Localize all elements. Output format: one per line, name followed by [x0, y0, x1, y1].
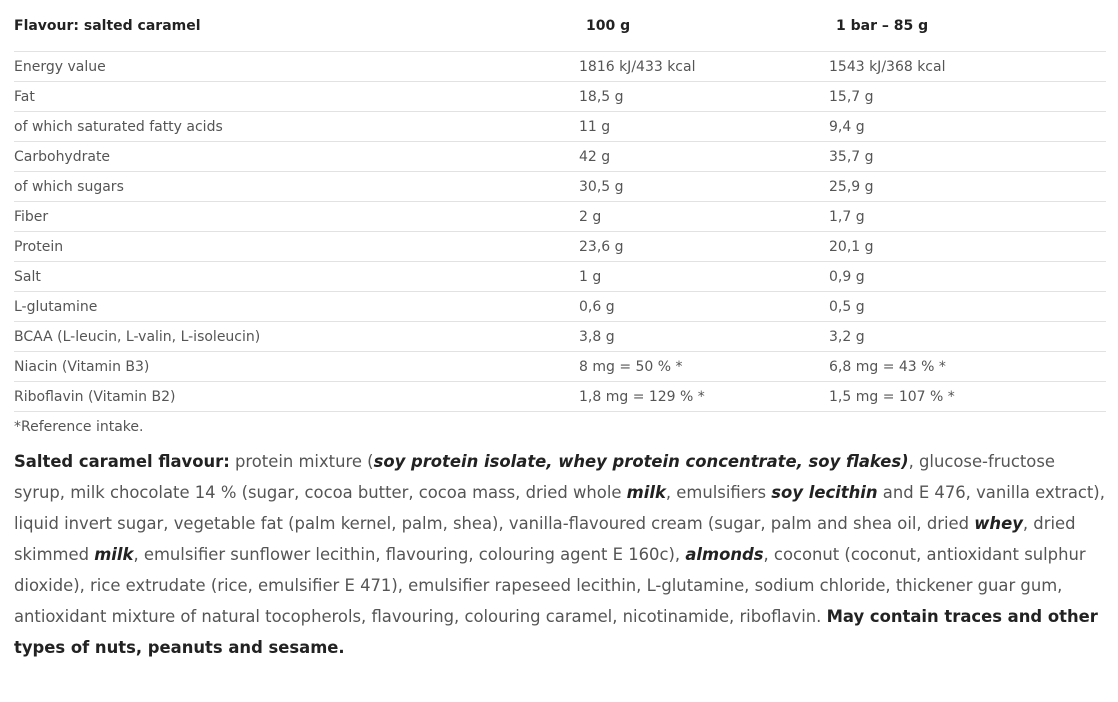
value-per-bar: 1,5 mg = 107 % *	[829, 382, 1106, 412]
nutrient-name: L-glutamine	[14, 292, 579, 322]
table-row	[14, 322, 1106, 352]
ingredient-text: , dried skimmed	[14, 514, 1076, 564]
ingredient-text: , coconut (coconut, antioxidant sulphur dioxide), rice extrudate (rice, emulsifier E 471), emulsifier rapeseed lecithin, L-glutamine, sodium chloride, thickener guar gum, antioxidant mixture of natural tocopherols, flavouring, colouring caramel, nicotinamide, riboflavin.	[14, 545, 1086, 626]
nutrient-name: Fiber	[14, 202, 579, 232]
value-per-100g: 8 mg = 50 % *	[579, 352, 829, 382]
table-row	[14, 382, 1106, 412]
nutrient-name: Energy value	[14, 52, 579, 82]
value-per-bar: 0,9 g	[829, 262, 1106, 292]
nutrient-name: BCAA (L-leucin, L-valin, L-isoleucin)	[14, 322, 579, 352]
value-per-100g: 23,6 g	[579, 232, 829, 262]
allergen-text: milk	[626, 483, 666, 502]
ingredient-text: , emulsifier sunflower lecithin, flavouring, colouring agent E 160c),	[133, 545, 686, 564]
bold-text: Salted caramel flavour:	[14, 452, 230, 471]
table-row	[14, 352, 1106, 382]
allergen-text: almonds	[685, 545, 764, 564]
nutrient-name: Salt	[14, 262, 579, 292]
value-per-100g: 1,8 mg = 129 % *	[579, 382, 829, 412]
header-per-bar: 1 bar – 85 g	[829, 0, 1106, 52]
value-per-100g: 30,5 g	[579, 172, 829, 202]
header-per-100g: 100 g	[579, 0, 829, 52]
nutrient-name: Niacin (Vitamin B3)	[14, 352, 579, 382]
allergen-text: soy lecithin	[771, 483, 878, 502]
table-row	[14, 262, 1106, 292]
table-row	[14, 292, 1106, 322]
header-flavour: Flavour: salted caramel	[14, 0, 579, 52]
reference-intake-note: *Reference intake.	[14, 419, 144, 435]
allergen-text: milk	[94, 545, 134, 564]
allergen-text: whey	[974, 514, 1023, 533]
ingredients-text	[14, 446, 1106, 663]
ingredient-text: , glucose-fructose syrup, milk chocolate 14 % (sugar, cocoa butter, cocoa mass, dried whole	[14, 452, 1055, 502]
table-row	[14, 232, 1106, 262]
nutrient-name: of which sugars	[14, 172, 579, 202]
nutrient-name: of which saturated fatty acids	[14, 112, 579, 142]
nutrient-name: Protein	[14, 232, 579, 262]
nutrition-table	[14, 0, 1106, 412]
value-per-bar: 1,7 g	[829, 202, 1106, 232]
ingredient-text: , emulsifiers	[665, 483, 772, 502]
value-per-bar: 25,9 g	[829, 172, 1106, 202]
value-per-bar: 0,5 g	[829, 292, 1106, 322]
value-per-100g: 3,8 g	[579, 322, 829, 352]
allergen-text: soy protein isolate, whey protein concentrate, soy flakes)	[373, 452, 909, 471]
value-per-bar: 3,2 g	[829, 322, 1106, 352]
value-per-100g: 2 g	[579, 202, 829, 232]
nutrient-name: Fat	[14, 82, 579, 112]
nutrient-name: Carbohydrate	[14, 142, 579, 172]
value-per-bar: 20,1 g	[829, 232, 1106, 262]
value-per-100g: 0,6 g	[579, 292, 829, 322]
ingredient-text: protein mixture (	[229, 452, 374, 471]
value-per-bar: 1543 kJ/368 kcal	[829, 52, 1106, 82]
value-per-bar: 15,7 g	[829, 82, 1106, 112]
value-per-100g: 1816 kJ/433 kcal	[579, 52, 829, 82]
table-row	[14, 202, 1106, 232]
table-row	[14, 52, 1106, 82]
value-per-bar: 9,4 g	[829, 112, 1106, 142]
table-row	[14, 172, 1106, 202]
nutrition-section	[14, 0, 1106, 663]
value-per-100g: 1 g	[579, 262, 829, 292]
value-per-bar: 6,8 mg = 43 % *	[829, 352, 1106, 382]
table-row	[14, 112, 1106, 142]
value-per-100g: 42 g	[579, 142, 829, 172]
bold-text: May contain traces and other types of nuts, peanuts and sesame.	[14, 607, 1098, 657]
table-row	[14, 82, 1106, 112]
value-per-100g: 11 g	[579, 112, 829, 142]
value-per-bar: 35,7 g	[829, 142, 1106, 172]
table-row	[14, 142, 1106, 172]
table-header-row	[14, 0, 1106, 52]
value-per-100g: 18,5 g	[579, 82, 829, 112]
ingredient-text: and E 476, vanilla extract), liquid invert sugar, vegetable fat (palm kernel, palm, shea), vanilla-flavoured cream (sugar, palm and shea oil, dried	[14, 483, 1105, 533]
nutrition-table-body	[14, 52, 1106, 412]
nutrient-name: Riboflavin (Vitamin B2)	[14, 382, 579, 412]
